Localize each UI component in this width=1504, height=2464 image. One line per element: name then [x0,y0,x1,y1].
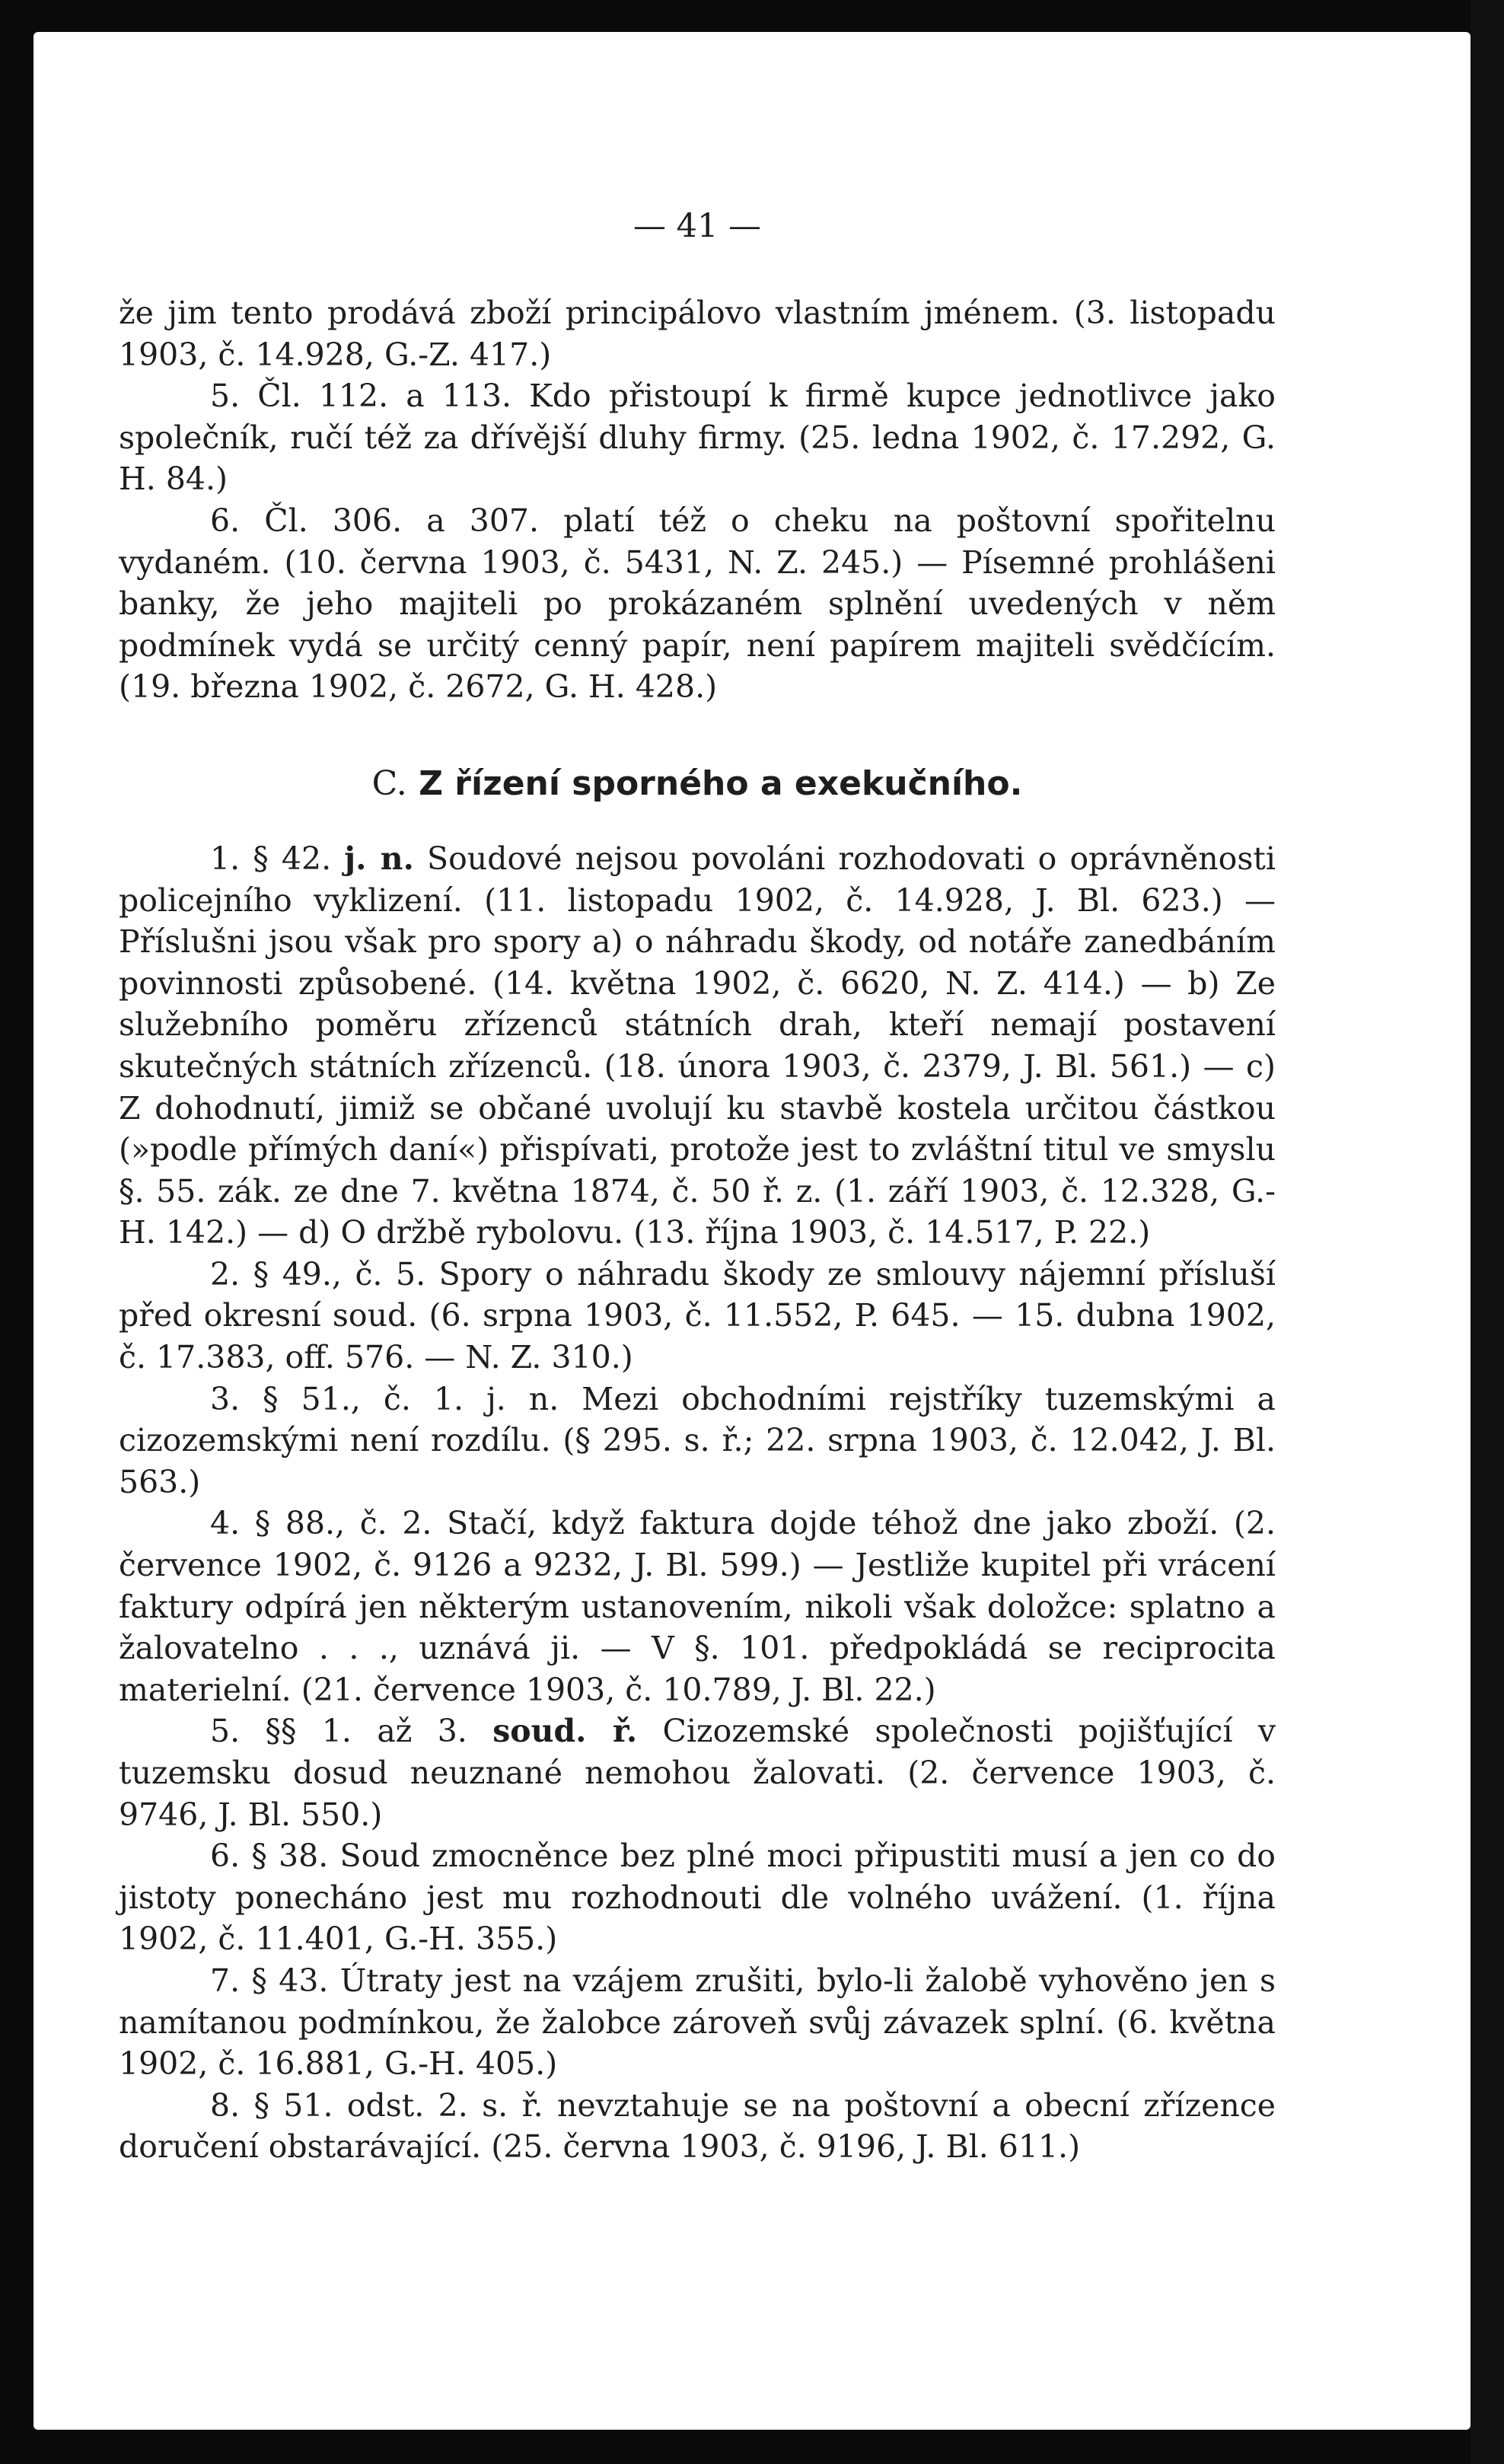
section-heading [119,764,1276,803]
list-item [119,1710,1276,1835]
item-text: Stačí, když faktura dojde téhož dne jako zboží. (2. července 1902, č. 9126 a 9232, J. Bl. 599.) — Jestliže kupitel při vrácení faktury odpírá jen některým ustanovením, nikoli však doložce: splatno a žalovatelno . . ., uznává ji. — V §. 101. předpokládá se reciprocita materielní. (21. července 1903, č. 10.789, J. Bl. 22.) [119,1505,1276,1708]
item-text: Soudové nejsou povoláni rozhodovati o oprávněnosti policejního vyklizení. (11. listopadu 1902, č. 14.928, J. Bl. 623.) — Příslušni jsou však pro spory a) o náhradu škody, od notáře zanedbáním povinnosti způsobené. (14. května 1902, č. 6620, N. Z. 414.) — b) Ze služebního poměru zřízenců státních drah, kteří nemají postavení skutečných státních zřízenců. (18. února 1903, č. 2379, J. Bl. 561.) — c) Z dohodnutí, jimiž se občané uvolují ku stavbě kostela určitou částkou (»podle přímých daní«) přispívati, protože jest to zvláštní titul ve smyslu §. 55. zák. ze dne 7. května 1874, č. 50 ř. z. (1. září 1903, č. 12.328, G.-H. 142.) — d) O držbě rybolovu. (13. října 1903, č. 14.517, P. 22.) [119,840,1276,1251]
item-lead: 8. § 51. odst. 2. s. ř. [210,2086,543,2124]
item-lead: 6. § 38. [210,1838,329,1875]
item-text: Mezi obchodními rejstříky tuzemskými a cizozemskými není rozdílu. (§ 295. s. ř.; 22. srpna 1903, č. 12.042, J. Bl. 563.) [119,1380,1276,1500]
paragraph-item-6: 6. Čl. 306. a 307. platí též o cheku na poštovní spořitelnu vydaném. (10. června 1903, č. 5431, N. Z. 245.) — Písemné prohlášeni banky, že jeho majiteli po prokázaném splnění uvedených v něm podmínek vydá se určitý cenný papír, není papírem majiteli svědčícím. (19. března 1902, č. 2672, G. H. 428.) [119,502,1276,706]
list-item [119,1835,1276,1960]
paragraph-continuation: že jim tento prodává zboží principálovo vlastním jménem. (3. listopadu 1903, č. 14.928, G.-Z. 417.) [119,295,1276,373]
page-number: — 41 — [633,207,762,245]
item-lead: 4. § 88., č. 2. [210,1505,432,1542]
list-item [119,838,1276,1254]
item-text: nevztahuje se na poštovní a obecní zřízence doručení obstarávající. (25. června 1903, č. 9196, J. Bl. 611.) [119,2086,1276,2166]
page-content [119,190,1276,2168]
item-text: Soud zmocněnce bez plné moci připustiti musí a jen co do jistoty ponecháno jest mu rozhodnouti dle volného uvážení. (1. října 1902, č. 11.401, G.-H. 355.) [119,1838,1276,1958]
item-text: Spory o náhradu škody ze smlouvy nájemní přísluší před okresní soud. (6. srpna 1903, č. 11.552, P. 645. — 15. dubna 1902, č. 17.383, off. 576. — N. Z. 310.) [119,1255,1276,1376]
scan-border [1471,0,1504,2464]
item-bold: j. n. [344,840,414,877]
item-lead: 5. §§ 1. až 3. [210,1713,493,1750]
paragraph-item-5: 5. Čl. 112. a 113. Kdo přistoupí k firmě kupce jednotlivce jako společník, ručí též za dřívější dluhy firmy. (25. ledna 1902, č. 17.292, G. H. 84.) [119,378,1276,498]
list-item [119,1254,1276,1379]
list-item [119,2085,1276,2168]
item-text: Útraty jest na vzájem zrušiti, bylo-li žalobě vyhověno jen s namítanou podmínkou, že žalobce zároveň svůj závazek splní. (6. května 1902, č. 16.881, G.-H. 405.) [119,1962,1276,2083]
item-lead: 1. § 42. [210,840,345,877]
item-bold: soud. ř. [492,1713,638,1750]
section-letter: C. [371,763,407,803]
item-lead: 7. § 43. [210,1962,329,1999]
section-title: Z řízení sporného a exekučního. [419,763,1023,803]
item-lead: 2. § 49., č. 5. [210,1255,426,1293]
item-lead: 3. § 51., č. 1. j. n. [210,1380,559,1417]
item-text: Cizozemské společnosti pojišťující v tuzemsku dosud neuznané nemohou žalovati. (2. července 1903, č. 9746, J. Bl. 550.) [119,1713,1276,1833]
list-item [119,1960,1276,2085]
list-item [119,1379,1276,1503]
list-item [119,1503,1276,1710]
